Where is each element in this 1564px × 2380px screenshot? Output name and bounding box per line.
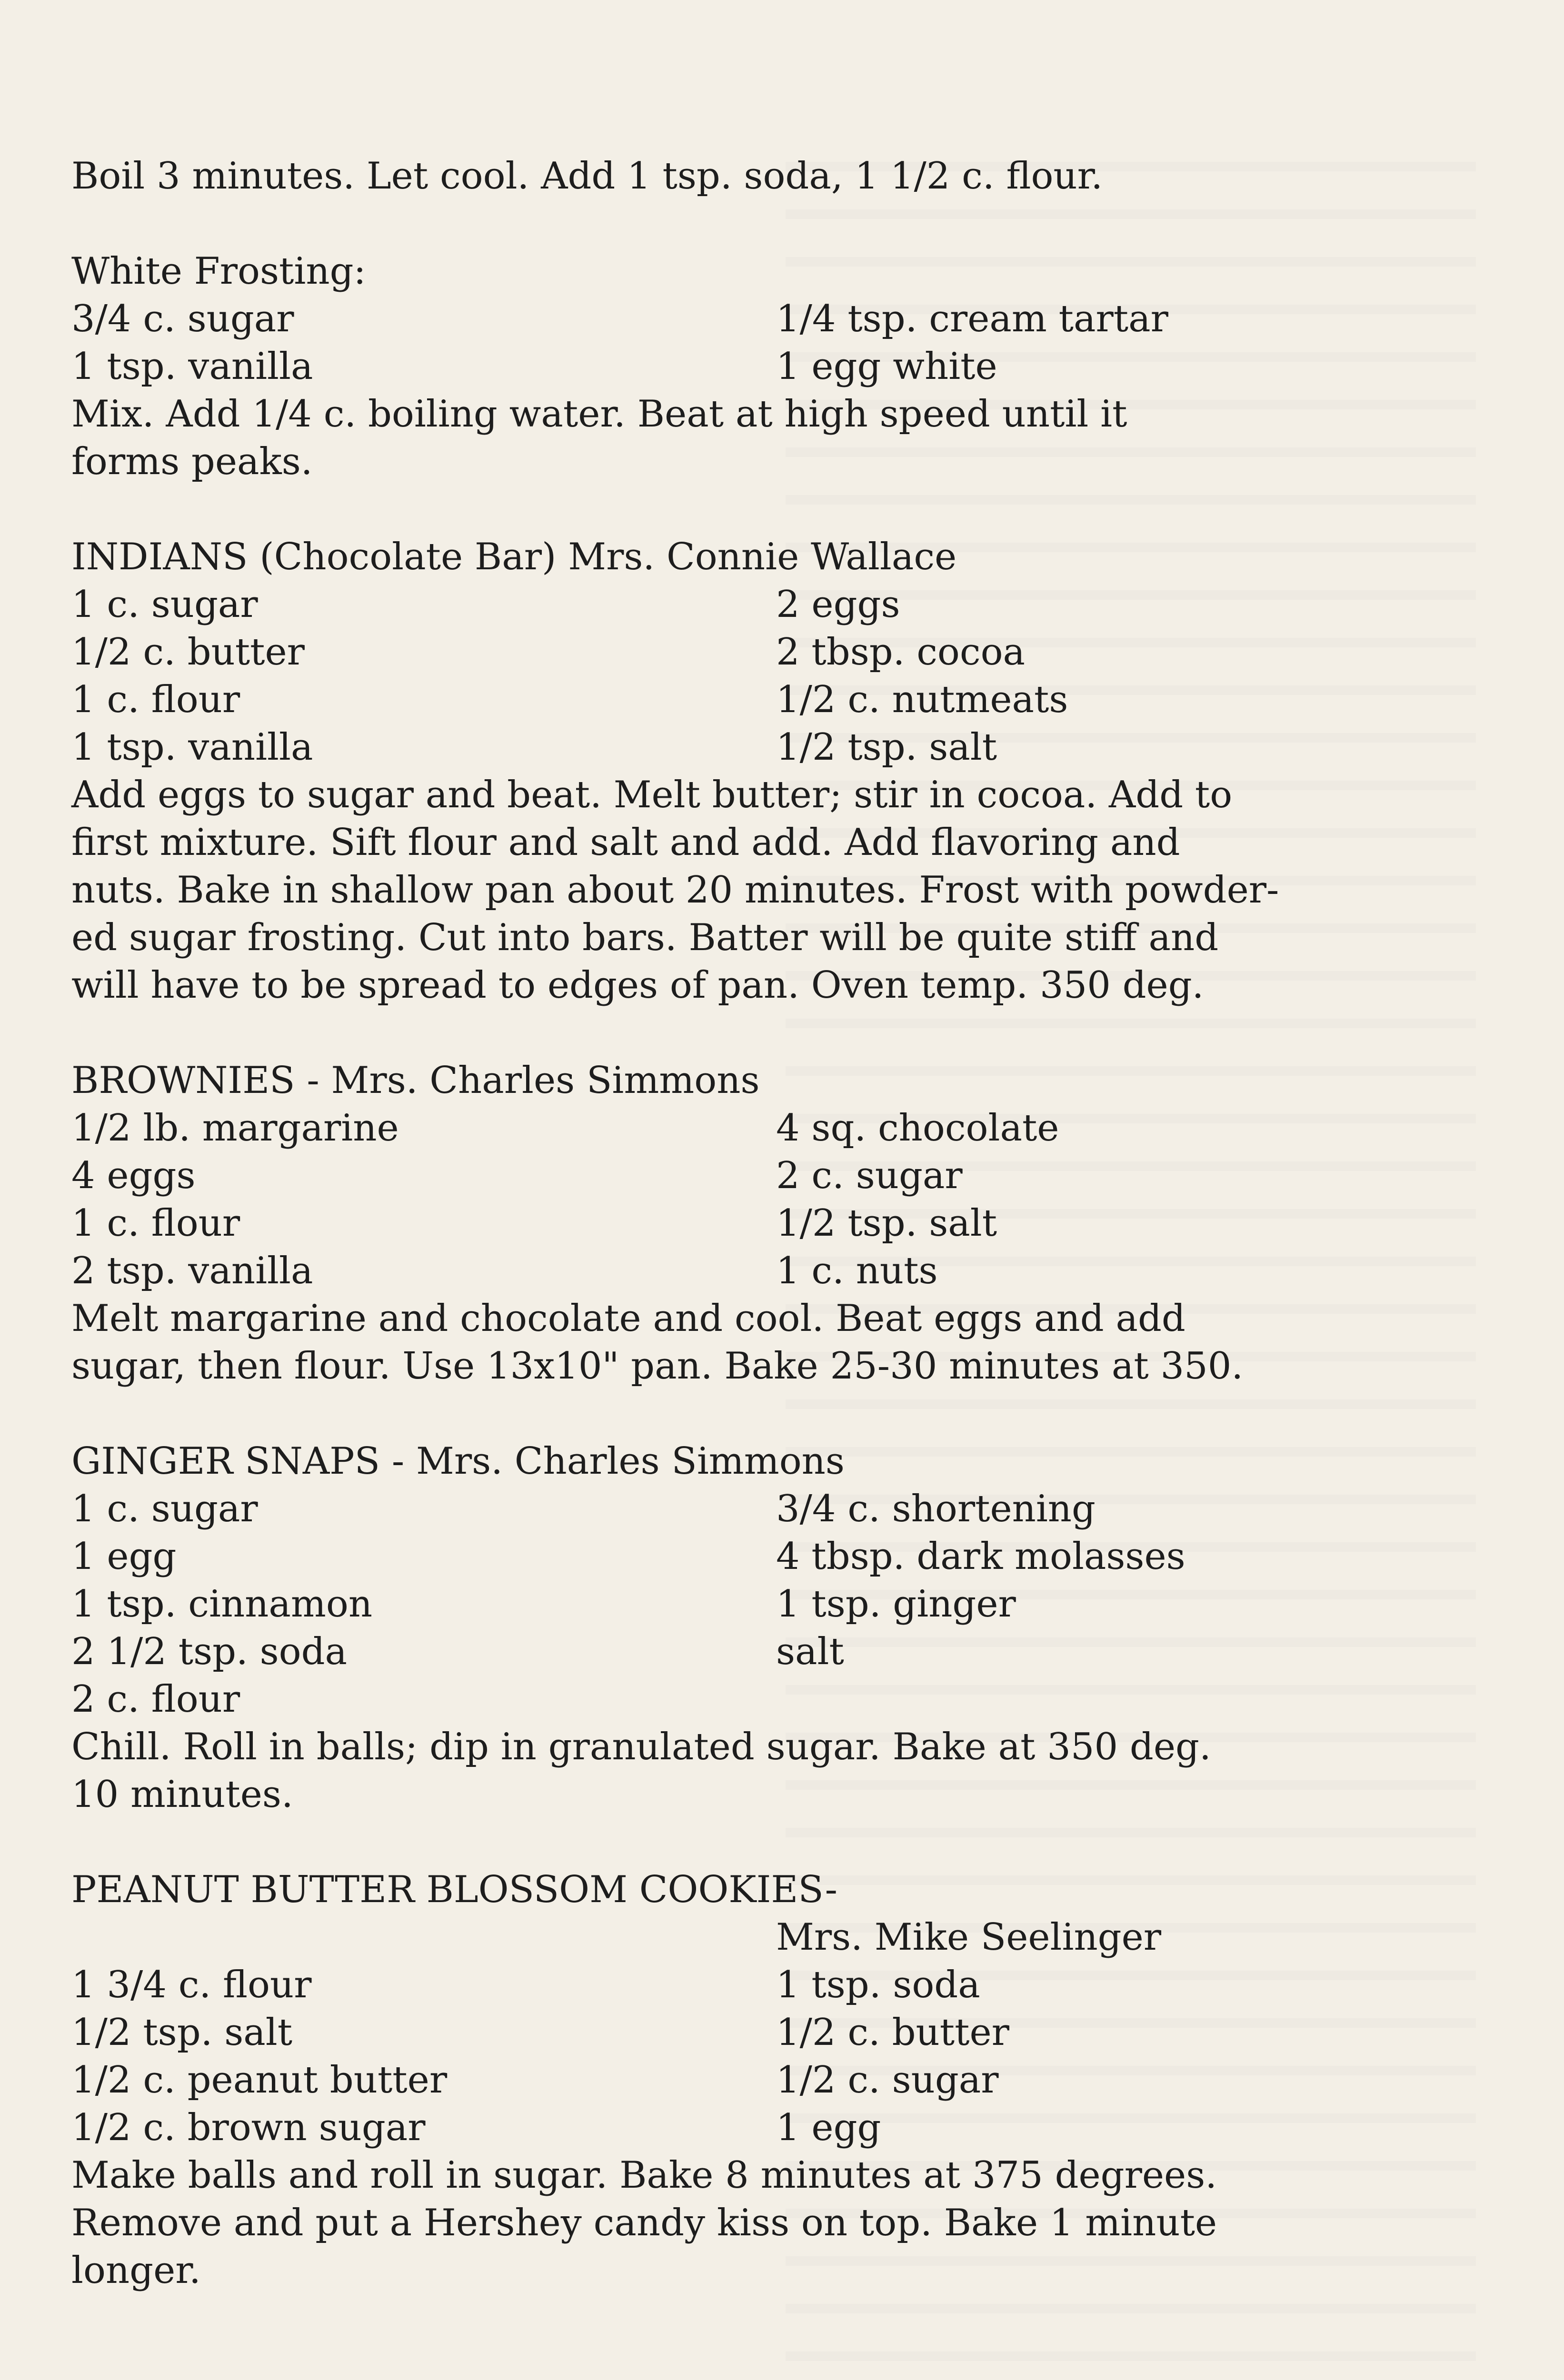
directions-line: Mix. Add 1/4 c. boiling water. Beat at high speed until it <box>71 393 1127 436</box>
recipe-ginger-snaps <box>71 1438 1476 1818</box>
ingredient-row <box>71 1247 1476 1295</box>
ingredient-left: 1 tsp. vanilla <box>71 726 313 769</box>
ingredient-row <box>71 628 1476 676</box>
ingredient-left: 1 c. sugar <box>71 583 258 626</box>
intro-line: Boil 3 minutes. Let cool. Add 1 tsp. soda, 1 1/2 c. flour. <box>71 155 1103 198</box>
ingredient-right: 4 sq. chocolate <box>776 1107 1059 1150</box>
ingredient-row <box>71 1533 1476 1580</box>
recipe-title: INDIANS (Chocolate Bar) Mrs. Connie Wallace <box>71 536 957 578</box>
ingredient-right: 1/2 c. nutmeats <box>776 678 1068 721</box>
ingredient-right: 1/2 tsp. salt <box>776 1202 997 1245</box>
ingredient-right: 1 tsp. ginger <box>776 1583 1016 1626</box>
directions-line: ed sugar frosting. Cut into bars. Batter will be quite stiff and <box>71 916 1219 959</box>
ingredient-left: 1 egg <box>71 1535 177 1578</box>
ingredient-left: 2 1/2 tsp. soda <box>71 1630 348 1673</box>
ingredient-row <box>71 295 1476 343</box>
ingredient-right: 4 tbsp. dark molasses <box>776 1535 1185 1578</box>
directions-line: will have to be spread to edges of pan. Oven temp. 350 deg. <box>71 964 1204 1007</box>
ingredient-row <box>71 1485 1476 1533</box>
ingredient-right: 1/2 tsp. salt <box>776 726 997 769</box>
directions-line: Make balls and roll in sugar. Bake 8 minutes at 375 degrees. <box>71 2154 1217 2197</box>
recipe-title: White Frosting: <box>71 250 366 293</box>
ingredient-left: 4 eggs <box>71 1154 196 1197</box>
ingredient-left: 1 c. sugar <box>71 1488 258 1530</box>
ingredient-right: 1 egg white <box>776 345 997 388</box>
ingredient-row <box>71 676 1476 724</box>
recipe-author-row <box>71 1914 1476 1961</box>
ingredient-row <box>71 2056 1476 2104</box>
ingredient-left: 2 tsp. vanilla <box>71 1250 313 1292</box>
ingredient-left: 1/2 tsp. salt <box>71 2011 293 2054</box>
ingredient-right: 1 egg <box>776 2106 881 2149</box>
recipe-brownies <box>71 1057 1476 1390</box>
ingredient-row <box>71 1628 1476 1676</box>
ingredient-left: 2 c. flour <box>71 1678 240 1721</box>
ingredient-left: 1 tsp. cinnamon <box>71 1583 373 1626</box>
ingredient-right: 2 tbsp. cocoa <box>776 631 1026 674</box>
ingredient-right: 1 c. nuts <box>776 1250 938 1292</box>
ingredient-row <box>71 1676 1476 1723</box>
directions-line: sugar, then flour. Use 13x10" pan. Bake 25-30 minutes at 350. <box>71 1345 1244 1388</box>
ingredient-list <box>71 295 1476 390</box>
ingredient-left: 1 tsp. vanilla <box>71 345 313 388</box>
directions-line: first mixture. Sift flour and salt and add. Add flavoring and <box>71 821 1180 864</box>
ingredient-left: 1/2 lb. margarine <box>71 1107 399 1150</box>
ingredient-row <box>71 1580 1476 1628</box>
ingredient-right: 2 eggs <box>776 583 900 626</box>
directions-line: Remove and put a Hershey candy kiss on top. Bake 1 minute <box>71 2202 1217 2244</box>
page-content <box>71 152 1476 2294</box>
directions-line: 10 minutes. <box>71 1773 293 1816</box>
recipe-author: Mrs. Mike Seelinger <box>776 1916 1162 1959</box>
recipe-indians <box>71 533 1476 1009</box>
ingredient-list <box>71 581 1476 771</box>
ingredient-list <box>71 1961 1476 2152</box>
ingredient-right: 1 tsp. soda <box>776 1964 980 2006</box>
directions-line: Add eggs to sugar and beat. Melt butter; stir in cocoa. Add to <box>71 774 1233 816</box>
directions-line: Chill. Roll in balls; dip in granulated sugar. Bake at 350 deg. <box>71 1726 1211 1768</box>
directions-line: Melt margarine and chocolate and cool. Beat eggs and add <box>71 1297 1185 1340</box>
ingredient-left: 1 c. flour <box>71 1202 240 1245</box>
ingredient-row <box>71 1152 1476 1200</box>
ingredient-row <box>71 2009 1476 2056</box>
ingredient-left: 1/2 c. brown sugar <box>71 2106 426 2149</box>
directions-line: longer. <box>71 2249 201 2292</box>
recipe-peanut-butter-blossom <box>71 1866 1476 2294</box>
ingredient-left: 3/4 c. sugar <box>71 298 294 340</box>
ingredient-left: 1 c. flour <box>71 678 240 721</box>
directions-line: forms peaks. <box>71 440 313 483</box>
ingredient-right: salt <box>776 1630 844 1673</box>
ingredient-row <box>71 1961 1476 2009</box>
ingredient-right: 3/4 c. shortening <box>776 1488 1096 1530</box>
ingredient-row <box>71 581 1476 628</box>
ingredient-row <box>71 343 1476 390</box>
ingredient-right: 1/2 c. sugar <box>776 2059 999 2102</box>
ingredient-list <box>71 1104 1476 1295</box>
recipe-title: PEANUT BUTTER BLOSSOM COOKIES- <box>71 1868 837 1911</box>
ingredient-left: 1 3/4 c. flour <box>71 1964 312 2006</box>
directions-line: nuts. Bake in shallow pan about 20 minutes. Frost with powder- <box>71 869 1279 912</box>
ingredient-list <box>71 1485 1476 1723</box>
ingredient-row <box>71 1104 1476 1152</box>
recipe-title: GINGER SNAPS - Mrs. Charles Simmons <box>71 1440 845 1483</box>
ingredient-left: 1/2 c. peanut butter <box>71 2059 448 2102</box>
ingredient-row <box>71 1200 1476 1247</box>
recipe-white-frosting <box>71 248 1476 486</box>
recipe-title: BROWNIES - Mrs. Charles Simmons <box>71 1059 760 1102</box>
ingredient-row <box>71 2104 1476 2152</box>
ingredient-left: 1/2 c. butter <box>71 631 305 674</box>
ingredient-right: 1/2 c. butter <box>776 2011 1009 2054</box>
ingredient-row <box>71 724 1476 771</box>
ingredient-right: 1/4 tsp. cream tartar <box>776 298 1168 340</box>
ingredient-right: 2 c. sugar <box>776 1154 963 1197</box>
